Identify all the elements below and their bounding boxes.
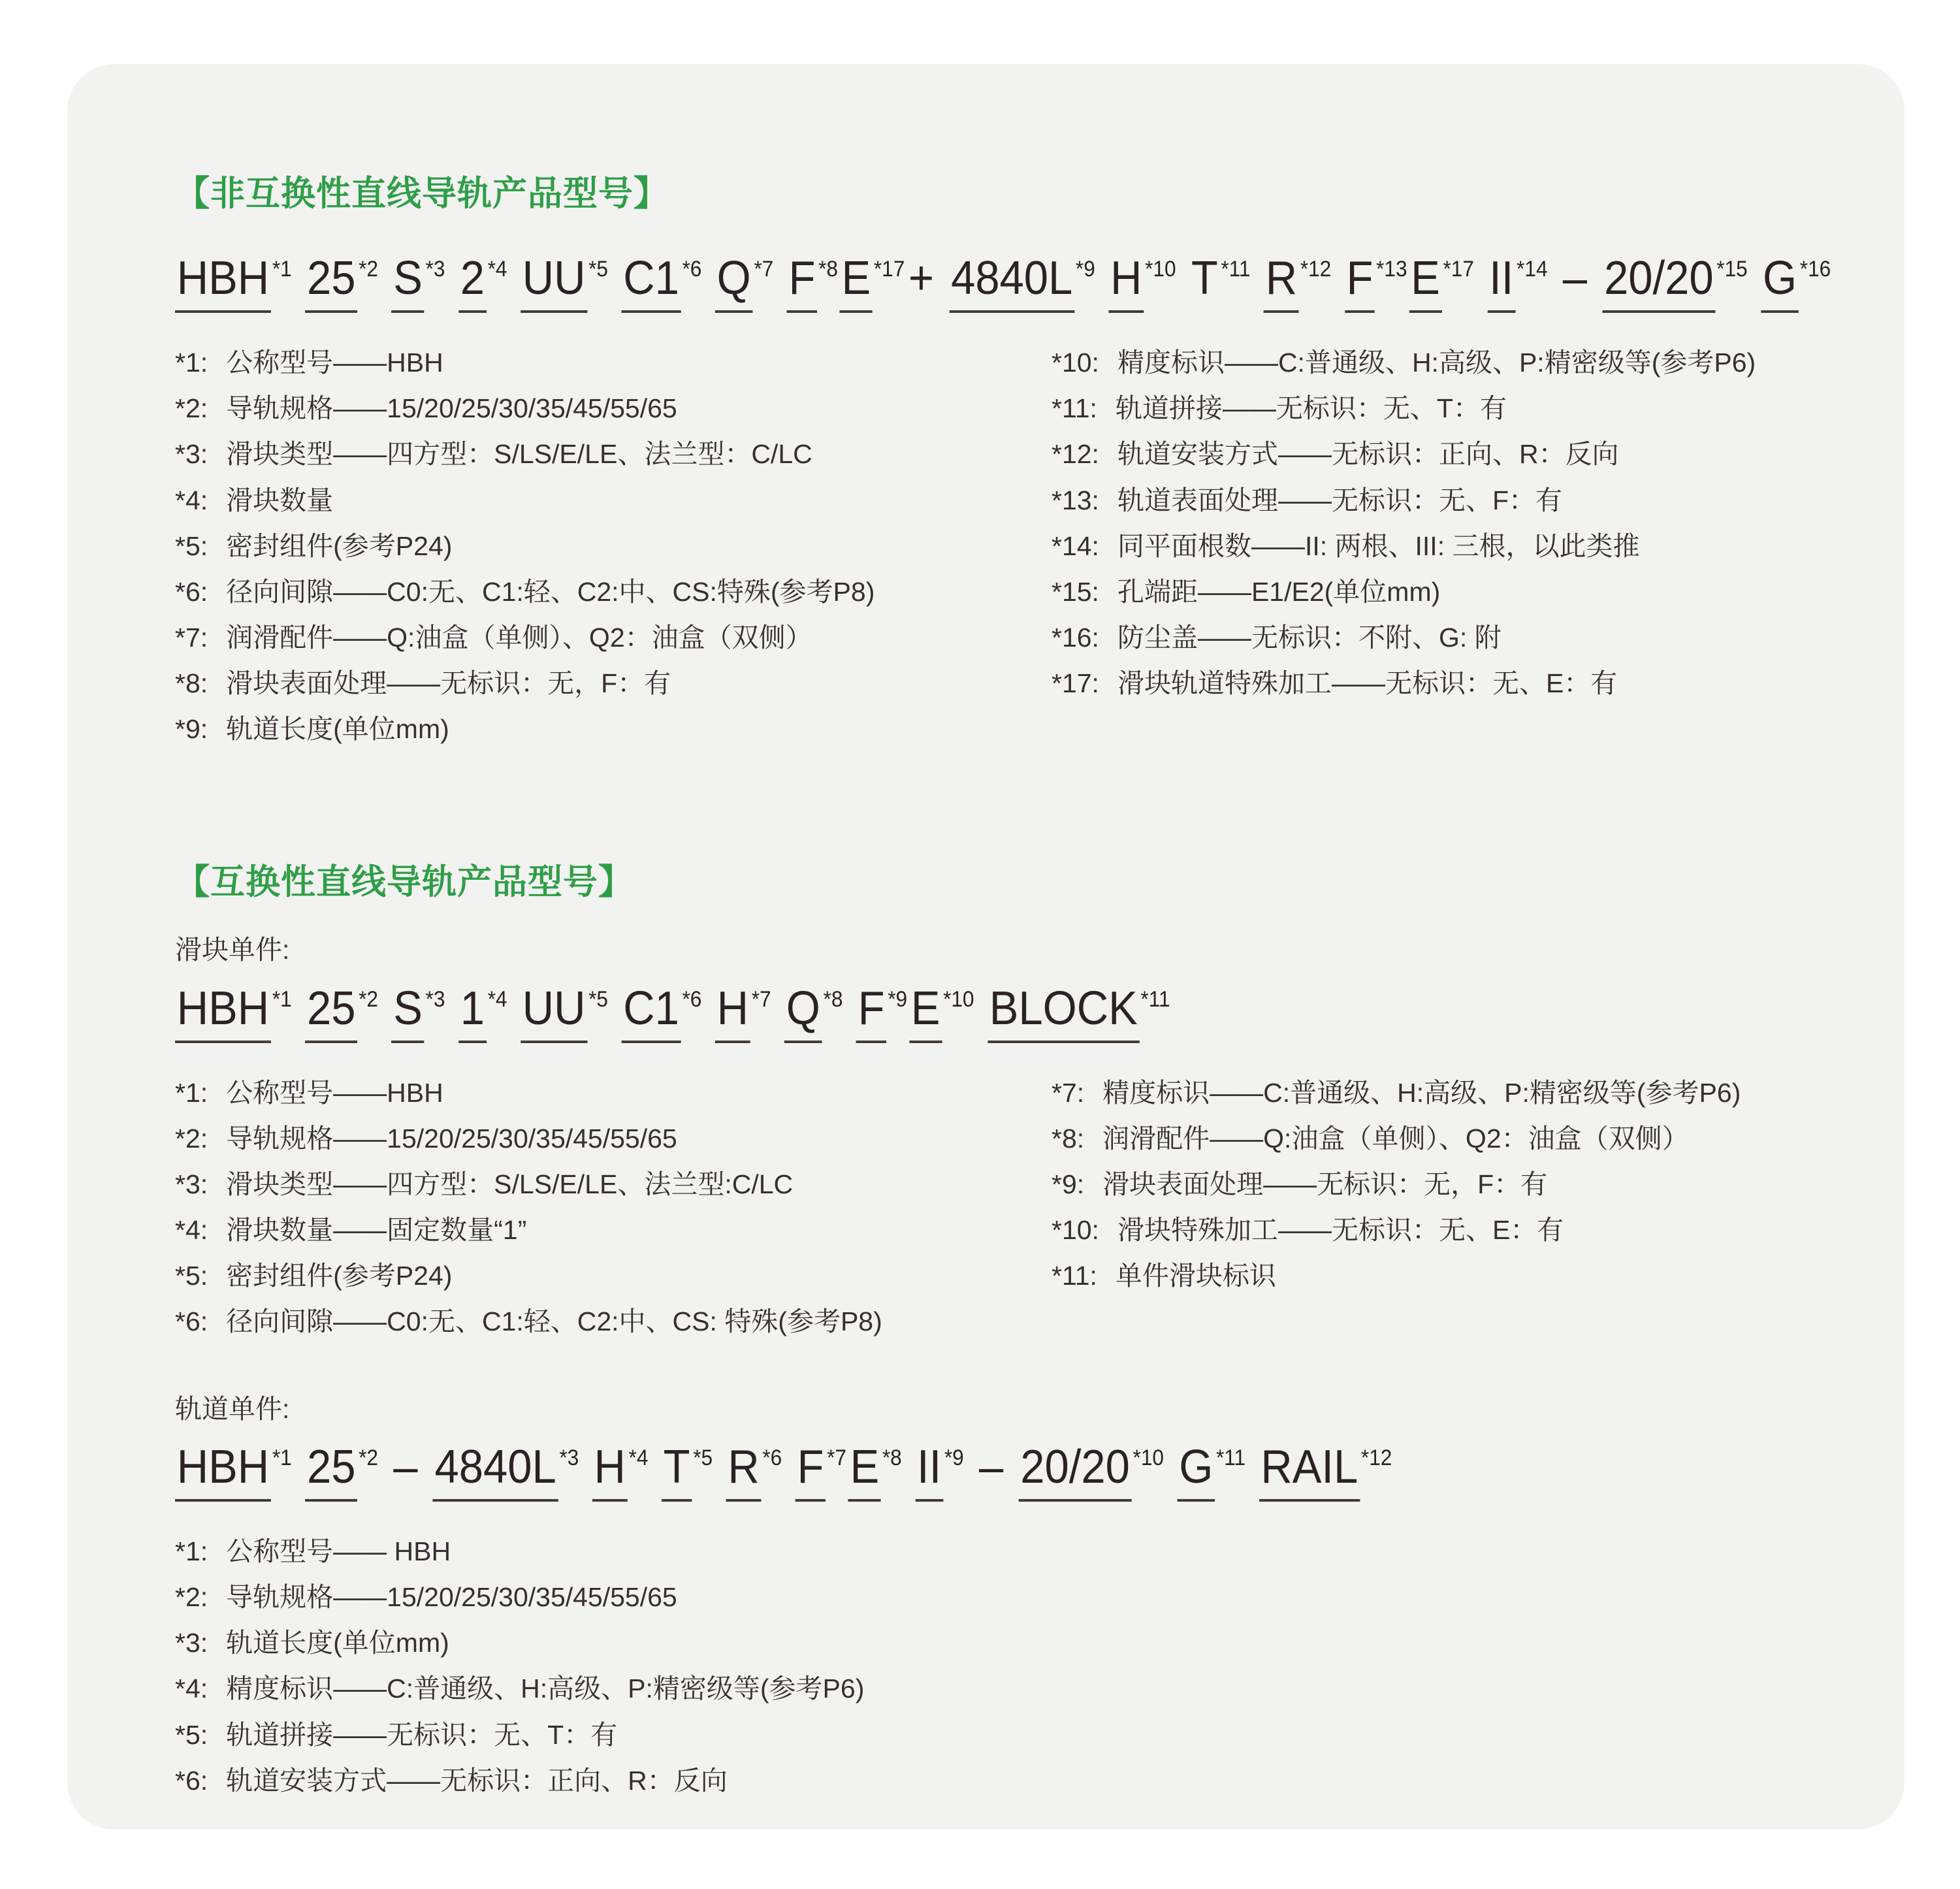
model-token	[907, 252, 936, 310]
rail-footnotes-column	[175, 1537, 1052, 1812]
model-token-text: II	[915, 1444, 943, 1502]
model-token-text: 25	[305, 985, 357, 1043]
footnote-row	[175, 623, 1052, 653]
model-token-text: UU	[521, 985, 587, 1043]
footnote-label: *1:	[175, 347, 208, 378]
footnote-text: 轨道拼接——无标识：无、T：有	[226, 1719, 618, 1750]
footnote-row	[175, 1261, 1052, 1291]
footnote-label: *6:	[175, 1306, 208, 1336]
model-token	[391, 1441, 419, 1499]
model-token-text: HBH	[175, 985, 271, 1043]
footnote-row	[1052, 394, 1846, 423]
model-token-footnote-ref: *12	[1360, 1445, 1392, 1471]
section1-heading: 【非互换性直线导轨产品型号】	[175, 174, 669, 213]
footnote-text: 滑块类型——四方型：S/LS/E/LE、法兰型:C/LC	[226, 1169, 794, 1199]
footnote-text: 滑块特殊加工——无标识：无、E：有	[1117, 1214, 1564, 1245]
footnote-row	[175, 1720, 1052, 1750]
model-token	[458, 982, 507, 1043]
model-token	[391, 982, 445, 1043]
model-token	[977, 1441, 1005, 1499]
model-token-text: 25	[305, 255, 357, 313]
model-token-footnote-ref: *8	[818, 257, 838, 282]
footnote-text: 润滑配件——Q:油盒（单侧）、Q2：油盒（双侧）	[1102, 1123, 1689, 1154]
footnote-row	[175, 394, 1052, 423]
footnote-text: 单件滑块标识	[1115, 1260, 1276, 1291]
model-token-text: RAIL	[1259, 1444, 1360, 1502]
footnote-row	[175, 1307, 1052, 1336]
model-token-footnote-ref: *1	[272, 1445, 292, 1471]
model-token-text: –	[393, 1441, 418, 1494]
footnote-row	[1052, 1261, 1846, 1291]
model-token	[1259, 1441, 1392, 1502]
model-token	[175, 1441, 292, 1502]
footnote-row	[1052, 440, 1846, 469]
model-code-line-block-unit	[175, 982, 1729, 1043]
model-token	[1018, 1441, 1164, 1502]
model-token	[784, 982, 843, 1043]
model-token-footnote-ref: *7	[827, 1445, 846, 1471]
footnote-row	[175, 1583, 1052, 1612]
model-token	[915, 1441, 964, 1502]
model-token	[1761, 252, 1831, 313]
model-token-text: UU	[521, 255, 587, 313]
footnote-label: *6:	[175, 576, 208, 607]
model-token-footnote-ref: *8	[882, 1445, 902, 1471]
model-token	[909, 982, 974, 1043]
footnote-label: *16:	[1052, 622, 1099, 653]
footnote-label: *5:	[175, 530, 208, 561]
model-token-footnote-ref: *6	[682, 986, 702, 1012]
model-token-footnote-ref: *17	[873, 257, 905, 282]
footnote-label: *3:	[175, 1169, 208, 1199]
footnote-label: *9:	[175, 714, 208, 745]
footnote-label: *4:	[175, 1673, 208, 1704]
model-token	[1409, 252, 1474, 313]
model-token	[175, 982, 292, 1043]
footnote-row	[175, 1537, 1052, 1566]
model-token-footnote-ref: *10	[1133, 1445, 1164, 1471]
footnote-text: 导轨规格——15/20/25/30/35/45/55/65	[226, 393, 677, 424]
model-token-footnote-ref: *4	[487, 986, 507, 1012]
model-token-footnote-ref: *1	[272, 257, 292, 282]
footnote-row	[175, 1628, 1052, 1658]
model-token	[856, 982, 908, 1043]
footnote-label: *4:	[175, 1214, 208, 1245]
model-token	[621, 252, 702, 313]
model-token	[1264, 252, 1332, 313]
model-token-text: H	[715, 985, 750, 1043]
model-token-footnote-ref: *9	[1075, 257, 1095, 282]
footnote-row	[175, 1124, 1052, 1154]
model-token	[1487, 252, 1548, 313]
model-token-text: –	[979, 1441, 1004, 1494]
model-token-footnote-ref: *11	[1221, 257, 1251, 282]
block-unit-label: 滑块单件:	[175, 935, 290, 965]
model-token	[715, 982, 771, 1043]
footnote-row	[1052, 669, 1846, 698]
model-token-footnote-ref: *9	[888, 986, 908, 1012]
footnote-row	[175, 1078, 1052, 1108]
footnote-label: *1:	[175, 1536, 208, 1567]
model-token-footnote-ref: *6	[762, 1445, 782, 1471]
footnote-label: *2:	[175, 1123, 208, 1154]
model-token	[726, 1441, 782, 1502]
footnote-text: 密封组件(参考P24)	[226, 530, 453, 561]
model-token-footnote-ref: *7	[751, 986, 771, 1012]
footnote-row	[1052, 1170, 1846, 1199]
footnote-text: 滑块类型——四方型：S/LS/E/LE、法兰型：C/LC	[226, 439, 812, 470]
footnote-label: *6:	[175, 1765, 208, 1796]
footnote-text: 滑块表面处理——无标识：无，F：有	[226, 668, 671, 698]
footnote-text: 密封组件(参考P24)	[226, 1260, 453, 1291]
footnote-text: 轨道安装方式——无标识：正向、R：反向	[226, 1765, 728, 1796]
model-token-text: E	[848, 1444, 881, 1502]
footnote-text: 轨道拼接——无标识：无、T：有	[1115, 393, 1507, 424]
model-token	[1189, 252, 1251, 310]
model-token-footnote-ref: *3	[559, 1445, 579, 1471]
model-token-text: F	[856, 985, 886, 1043]
model-token	[521, 252, 608, 313]
section1-footnotes-right-column	[1052, 348, 1846, 715]
model-token-text: E	[1409, 255, 1441, 313]
footnote-text: 轨道长度(单位mm)	[226, 714, 449, 745]
footnote-row	[1052, 623, 1846, 653]
model-token-footnote-ref: *14	[1517, 257, 1548, 282]
model-token-text: C1	[621, 255, 681, 313]
model-token	[1561, 252, 1589, 310]
model-token-text: II	[1487, 255, 1515, 313]
footnote-row	[175, 486, 1052, 515]
model-token-text: 2	[458, 255, 487, 313]
footnote-label: *4:	[175, 485, 208, 515]
model-token	[305, 252, 378, 313]
footnote-text: 公称型号——HBH	[226, 347, 443, 378]
footnote-text: 滑块轨道特殊加工——无标识：无、E：有	[1117, 668, 1618, 698]
footnote-row	[175, 1766, 1052, 1796]
model-token-text: HBH	[175, 255, 271, 313]
model-token-footnote-ref: *12	[1300, 257, 1332, 282]
rail-unit-label: 轨道单件:	[175, 1394, 290, 1425]
footnote-row	[175, 577, 1052, 607]
footnote-text: 公称型号——HBH	[226, 1077, 443, 1108]
model-token-text: +	[908, 252, 935, 305]
footnote-text: 精度标识——C:普通级、H:高级、P:精密级等(参考P6)	[226, 1673, 865, 1704]
model-token	[1108, 252, 1176, 313]
model-token-text: C1	[621, 985, 681, 1043]
model-token	[305, 1441, 378, 1502]
model-token-footnote-ref: *3	[425, 986, 445, 1012]
model-token-footnote-ref: *1	[272, 986, 292, 1012]
model-token-text: T	[1191, 252, 1218, 305]
footnote-row	[175, 1170, 1052, 1199]
model-token-footnote-ref: *4	[487, 257, 507, 282]
footnote-text: 导轨规格——15/20/25/30/35/45/55/65	[226, 1123, 677, 1154]
model-token-text: R	[726, 1444, 762, 1502]
model-token-footnote-ref: *17	[1443, 257, 1474, 282]
model-token	[949, 252, 1095, 313]
model-token-text: 1	[458, 985, 487, 1043]
footnote-text: 径向间隙——C0:无、C1:轻、C2:中、CS: 特殊(参考P8)	[226, 1306, 882, 1336]
footnote-row	[1052, 486, 1846, 515]
model-token-footnote-ref: *8	[823, 986, 843, 1012]
model-token	[305, 982, 378, 1043]
footnote-row	[1052, 577, 1846, 607]
model-token-text: HBH	[175, 1444, 271, 1502]
footnote-row	[175, 1216, 1052, 1245]
footnote-row	[1052, 532, 1846, 561]
model-token-footnote-ref: *11	[1140, 986, 1170, 1012]
model-token-text: S	[391, 255, 424, 313]
model-token-text: E	[909, 985, 942, 1043]
footnote-text: 滑块数量	[226, 485, 334, 515]
footnote-row	[1052, 1216, 1846, 1245]
footnote-label: *12:	[1052, 439, 1099, 470]
footnote-label: *10:	[1052, 1214, 1099, 1245]
footnote-label: *15:	[1052, 576, 1099, 607]
model-token-footnote-ref: *15	[1716, 257, 1748, 282]
footnote-label: *10:	[1052, 347, 1099, 378]
footnote-text: 精度标识——C:普通级、H:高级、P:精密级等(参考P6)	[1117, 347, 1756, 378]
model-token	[621, 982, 702, 1043]
footnote-text: 轨道长度(单位mm)	[226, 1628, 449, 1658]
model-token	[521, 982, 608, 1043]
footnote-label: *5:	[175, 1260, 208, 1291]
model-token	[1345, 252, 1407, 313]
model-token	[848, 1441, 902, 1502]
footnote-text: 轨道表面处理——无标识：无、F：有	[1117, 485, 1562, 515]
footnote-row	[1052, 1124, 1846, 1154]
model-token-footnote-ref: *13	[1376, 257, 1407, 282]
model-token-text: E	[840, 255, 873, 313]
model-token	[1177, 1441, 1246, 1502]
footnote-row	[175, 532, 1052, 561]
footnote-label: *1:	[175, 1077, 208, 1108]
model-token-text: 25	[305, 1444, 357, 1502]
footnote-label: *7:	[175, 622, 208, 653]
model-token-text: S	[391, 985, 424, 1043]
footnote-label: *8:	[1052, 1123, 1085, 1154]
model-token-footnote-ref: *9	[944, 1445, 964, 1471]
model-token	[715, 252, 774, 313]
footnote-label: *14:	[1052, 530, 1099, 561]
footnote-label: *7:	[1052, 1077, 1085, 1108]
model-token	[175, 252, 292, 313]
footnote-row	[175, 440, 1052, 469]
model-token-footnote-ref: *11	[1215, 1445, 1246, 1471]
model-token	[1602, 252, 1748, 313]
model-token-text: F	[1345, 255, 1375, 313]
footnote-label: *11:	[1052, 1260, 1097, 1291]
footnote-row	[1052, 348, 1846, 378]
block-unit-footnotes	[175, 1078, 1846, 1353]
model-token-footnote-ref: *6	[682, 257, 702, 282]
model-token-text: 4840L	[949, 255, 1074, 313]
footnote-text: 导轨规格——15/20/25/30/35/45/55/65	[226, 1582, 677, 1613]
model-token	[458, 252, 507, 313]
footnote-label: *13:	[1052, 485, 1099, 515]
model-token-text: F	[795, 1444, 826, 1502]
footnote-row	[175, 348, 1052, 378]
footnote-label: *2:	[175, 1582, 208, 1613]
model-token	[391, 252, 445, 313]
model-token	[988, 982, 1170, 1043]
model-token-footnote-ref: *2	[359, 986, 378, 1012]
model-token-text: –	[1562, 252, 1588, 305]
model-token-footnote-ref: *5	[588, 257, 608, 282]
footnote-text: 同平面根数——II: 两根、III: 三根，以此类推	[1117, 530, 1640, 561]
model-token-footnote-ref: *2	[359, 257, 378, 282]
block-footnotes-left-column	[175, 1078, 1052, 1353]
model-token-text: H	[1108, 255, 1144, 313]
footnote-row	[175, 715, 1052, 744]
model-token-text: G	[1177, 1444, 1215, 1502]
footnote-label: *3:	[175, 439, 208, 470]
model-token-text: 20/20	[1602, 255, 1715, 313]
footnote-row	[1052, 1078, 1846, 1108]
footnote-text: 滑块数量——固定数量“1”	[226, 1214, 527, 1245]
model-token-footnote-ref: *7	[754, 257, 774, 282]
model-token-text: H	[592, 1444, 628, 1502]
model-token-text: T	[662, 1444, 692, 1502]
model-token-text: 4840L	[433, 1444, 558, 1502]
model-token-footnote-ref: *10	[1145, 257, 1176, 282]
footnote-label: *17:	[1052, 668, 1099, 698]
model-code-line-noninterchangeable	[175, 252, 1831, 313]
rail-unit-footnotes	[175, 1537, 1846, 1812]
model-token-footnote-ref: *3	[425, 257, 445, 282]
footnote-row	[175, 1674, 1052, 1703]
footnote-text: 精度标识——C:普通级、H:高级、P:精密级等(参考P6)	[1102, 1077, 1741, 1108]
model-token	[592, 1441, 649, 1502]
model-token-text: 20/20	[1018, 1444, 1131, 1502]
section1-footnotes	[175, 348, 1846, 760]
model-token-text: F	[787, 255, 817, 313]
model-token	[433, 1441, 579, 1502]
footnote-label: *9:	[1052, 1169, 1085, 1199]
model-token-text: R	[1264, 255, 1299, 313]
catalog-card	[67, 64, 1904, 1830]
footnote-text: 径向间隙——C0:无、C1:轻、C2:中、CS:特殊(参考P8)	[226, 576, 875, 607]
model-token	[795, 1441, 846, 1502]
model-token-footnote-ref: *4	[628, 1445, 649, 1471]
model-token	[840, 252, 905, 313]
model-token-footnote-ref: *5	[693, 1445, 713, 1471]
section2-heading: 【互换性直线导轨产品型号】	[175, 863, 634, 902]
footnote-label: *5:	[175, 1719, 208, 1750]
footnote-text: 轨道安装方式——无标识：正向、R：反向	[1117, 439, 1619, 470]
footnote-row	[175, 669, 1052, 698]
model-token-footnote-ref: *2	[359, 1445, 378, 1471]
footnote-text: 公称型号—— HBH	[226, 1536, 451, 1567]
model-token-text: Q	[715, 255, 753, 313]
model-token	[787, 252, 838, 313]
footnote-label: *8:	[175, 668, 208, 698]
model-token-footnote-ref: *16	[1799, 257, 1831, 282]
footnote-label: *3:	[175, 1628, 208, 1658]
section1-footnotes-left-column	[175, 348, 1052, 760]
footnote-text: 防尘盖——无标识：不附、G: 附	[1117, 622, 1502, 653]
model-token-text: Q	[784, 985, 822, 1043]
model-token-text: G	[1761, 255, 1799, 313]
footnote-text: 润滑配件——Q:油盒（单侧）、Q2：油盒（双侧）	[226, 622, 812, 653]
footnote-text: 孔端距——E1/E2(单位mm)	[1117, 576, 1441, 607]
model-token-footnote-ref: *10	[943, 986, 974, 1012]
model-token-text: BLOCK	[988, 985, 1140, 1043]
footnote-text: 滑块表面处理——无标识：无，F：有	[1102, 1169, 1548, 1199]
model-code-line-rail-unit	[175, 1441, 1729, 1502]
model-token	[662, 1441, 713, 1502]
footnote-label: *11:	[1052, 393, 1097, 424]
model-token-footnote-ref: *5	[588, 986, 608, 1012]
block-footnotes-right-column	[1052, 1078, 1846, 1307]
footnote-label: *2:	[175, 393, 208, 424]
